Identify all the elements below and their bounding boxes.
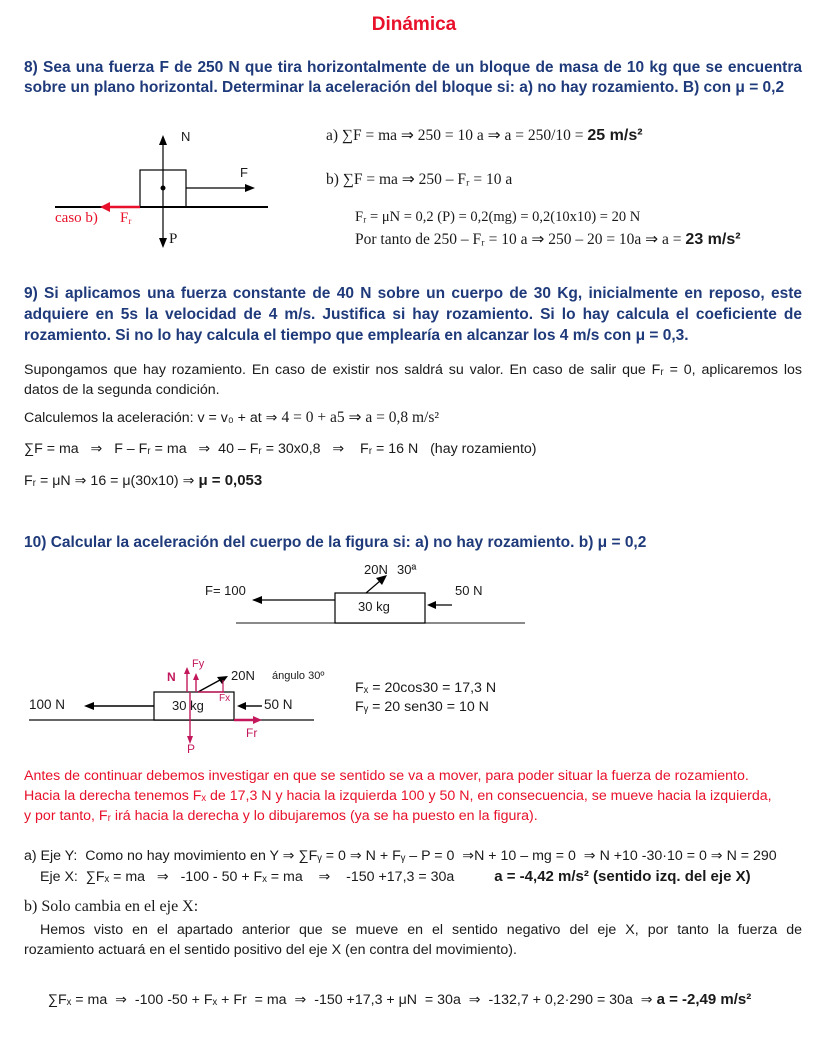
problem-9-intro-line-1: Supongamos que hay rozamiento. En caso de existir nos saldrá su valor. En caso de salir que Fᵣ = 0, aplicaremos los [24,362,802,378]
part-a-y-axis: a) Eje Y: Como no hay movimiento en Y ⇒ ∑Fᵧ = 0 ⇒ N + Fᵧ – P = 0 ⇒N + 10 – mg = 0 ⇒ N +10 -30·10 = 0 ⇒ N = 290 [24,848,777,864]
part-a-result: a = -4,42 m/s² (sentido izq. del eje X) [494,868,751,885]
weight-label: P [169,231,178,247]
problem-8-statement-line-2: sobre un plano horizontal. Determinar la aceleración del bloque si: a) no hay rozamiento. B) con μ = 0,2 [24,79,785,96]
problem-9-statement-line-3: rozamiento. Si no lo hay calcula el tiempo que emplearía en alcanzar los 4 m/s con μ = 0,3. [24,327,689,344]
problem-8-statement-line-1: 8) Sea una fuerza F de 250 N que tira horizontalmente de un bloque de masa de 10 kg que se encuentra [24,59,802,76]
part-a-x-axis: Eje X: ∑Fₓ = ma ⇒ -100 - 50 + Fₓ = ma ⇒ -150 +17,3 = 30a a = -4,42 m/s² (sentido izq. del eje X) [40,868,751,885]
problem-10-statement: 10) Calcular la aceleración del cuerpo de la figura si: a) no hay rozamiento. b) μ = 0,2 [24,534,647,551]
problem-9-statement-line-2: adquiere en 5s la velocidad de 4 m/s. Justifica si hay rozamiento. Si lo hay calcula el coeficiente de [24,306,802,323]
direction-note-line-3: y por tanto, Fᵣ irá hacia la derecha y lo dibujaremos (ya se ha puesto en la figura). [24,808,538,824]
page-title: Dinámica [371,14,457,35]
friction-force-label: $F_r$ [120,210,132,226]
solution-a-result: 25 m/s² [587,127,643,144]
angle-label: 30ª [397,562,417,577]
fy-component: Fᵧ = 20 sen30 = 10 N [355,699,489,715]
angle-label: ángulo 30º [272,670,325,682]
problem-9-mu: Fᵣ = μN ⇒ 16 = μ(30x10) ⇒ μ = 0,053 [24,472,263,489]
problem-8-solution-a: a) ∑F = ma ⇒ 250 = 10 a ⇒ a = 250/10 = 25 m/s² [326,127,643,144]
mass-label: 30 kg [358,599,390,614]
problem-9-force-equation: ∑F = ma ⇒ F – Fᵣ = ma ⇒ 40 – Fᵣ = 30x0,8 ⇒ Fᵣ = 16 N (hay rozamiento) [24,441,537,457]
solution-b-result: 23 m/s² [685,231,741,248]
friction-label: Fr [246,726,258,740]
applied-force-label: F [240,165,248,180]
problem-9-intro-line-2: datos de la segunda condición. [24,382,220,398]
normal-force-label: N [181,129,191,144]
mu-result: μ = 0,053 [198,472,263,489]
problem-8-solution-b-final: Por tanto de 250 – Fᵣ = 10 a ⇒ 250 – 20 = 10a ⇒ a = 23 m/s² [355,231,741,248]
block-diagram-graphic [50,125,280,255]
left-force-label: F= 100 [205,583,246,598]
problem-10-diagram [190,558,530,628]
angled-20n-label: 20N [231,668,255,683]
problem-9-acceleration: Calculemos la aceleración: v = v₀ + at ⇒ 4 = 0 + a5 ⇒ a = 0,8 m/s² [24,409,440,426]
problem-8-free-body-diagram [50,125,280,255]
problem-8-friction-calc: Fᵣ = μN = 0,2 (P) = 0,2(mg) = 0,2(10x10) = 20 N [355,209,641,225]
part-b-text-line-2: rozamiento actuará en el sentido positivo del eje X (en contra del movimiento). [24,942,517,958]
part-b-text-line-1: Hemos visto en el apartado anterior que se mueve en el sentido negativo del eje X, por tanto la fuerza de [40,922,802,938]
direction-note-line-2: Hacia la derecha tenemos Fₓ de 17,3 N y hacia la izquierda 100 y 50 N, en consecuencia, se mueve hacia la izquierda, [24,788,772,804]
part-b-result: a = -2,49 m/s² [656,991,752,1008]
angled-force-label: 20N [364,562,388,577]
direction-note-line-1: Antes de continuar debemos investigar en que se sentido se va a mover, para poder situar la fuerza de rozamiento. [24,768,749,784]
problem-10-annotated-diagram [24,650,344,760]
part-b-formula: ∑Fₓ = ma ⇒ -100 -50 + Fₓ + Fr = ma ⇒ -150 +17,3 + μN = 30a ⇒ -132,7 + 0,2·290 = 30a ⇒ a = -2,49 m/s² [47,991,752,1008]
fy-label: Fy [192,658,205,670]
normal-force-label: N [167,670,176,684]
mass-label: 30 kg [172,698,204,713]
right-force-label: 50 N [455,583,483,598]
fx-label: Fx [219,693,231,704]
problem-8-solution-b-equation: b) ∑F = ma ⇒ 250 – Fᵣ = 10 a [326,171,513,188]
case-b-label: caso b) [55,210,98,226]
part-b-heading: b) Solo cambia en el eje X: [24,898,199,915]
fx-component: Fₓ = 20cos30 = 17,3 N [355,680,497,696]
weight-label: P [187,742,196,756]
problem-9-statement-line-1: 9) Si aplicamos una fuerza constante de 40 N sobre un cuerpo de 30 Kg, inicialmente en reposo, este [24,285,802,302]
right-50n-label: 50 N [264,697,293,712]
left-100n-label: 100 N [29,697,66,712]
